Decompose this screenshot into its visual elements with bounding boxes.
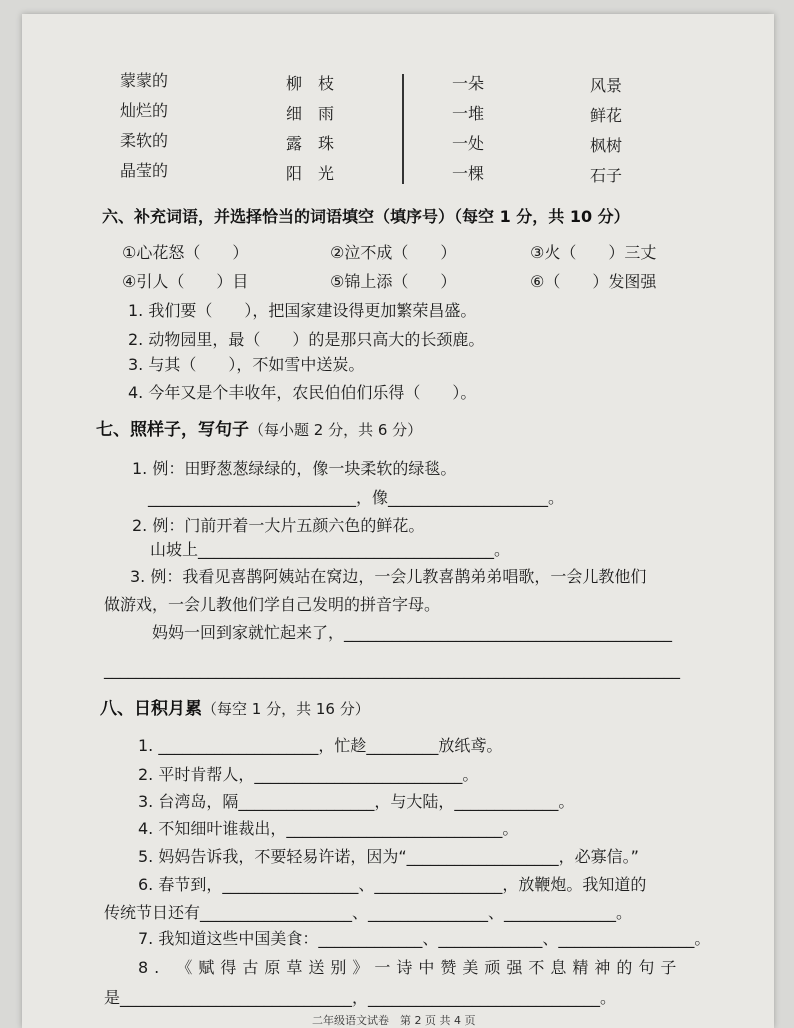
accumulation-item-7: 7. 我知道这些中国美食：_____________、_____________、_________________。	[138, 929, 711, 948]
measure-1: 一朵	[452, 74, 485, 93]
q3-example-line1: 3. 例：我看见喜鹊阿姨站在窝边，一会儿教喜鹊弟弟唱歌，一会儿教他们	[130, 567, 647, 586]
section7-title: 七、照样子，写句子	[96, 420, 249, 440]
adjective-3: 柔软的	[120, 131, 169, 150]
section6-title: 六、补充词语，并选择恰当的词语填空（填序号）（每空 1 分，共 10 分）	[102, 207, 630, 226]
measure-2: 一堆	[452, 104, 485, 123]
noun-3: 露 珠	[286, 134, 335, 153]
accumulation-item-1: 1. ____________________，忙趁_________放纸鸢。	[138, 736, 503, 755]
section7-score: （每小题 2 分，共 6 分）	[249, 421, 423, 439]
q1-example: 1. 例：田野葱葱绿绿的，像一块柔软的绿毯。	[132, 459, 457, 478]
option-2: ②泣不成（ ）	[330, 243, 457, 262]
adjective-2: 灿烂的	[120, 101, 169, 120]
section8-score: （每空 1 分，共 16 分）	[202, 700, 370, 718]
fill-item-3: 3. 与其（ ），不如雪中送炭。	[128, 355, 365, 374]
noun-2: 细 雨	[286, 104, 335, 123]
q2-answer-line: 山坡上_____________________________________。	[150, 540, 511, 559]
object-1: 风景	[590, 76, 623, 95]
q3-answer-line1: 妈妈一回到家就忙起来了，_________________________________________	[152, 623, 673, 642]
option-5: ⑤锦上添（ ）	[330, 272, 457, 291]
measure-4: 一棵	[452, 164, 485, 183]
column-divider	[402, 74, 404, 184]
q3-answer-line2: ________________________________________________________________________	[104, 660, 680, 679]
accumulation-item-6: 6. 春节到，_________________、________________，放鞭炮。我知道的	[138, 875, 647, 894]
section8-heading	[100, 699, 370, 719]
q2-example: 2. 例：门前开着一大片五颜六色的鲜花。	[132, 516, 425, 535]
option-6: ⑥（ ）发图强	[530, 272, 657, 291]
accumulation-item-5: 5. 妈妈告诉我，不要轻易许诺，因为“___________________，必寡信。”	[138, 847, 639, 866]
page-footer: 二年级语文试卷 第 2 页 共 4 页	[312, 1014, 476, 1027]
adjective-1: 蒙蒙的	[120, 71, 169, 90]
fill-item-1: 1. 我们要（ ），把国家建设得更加繁荣昌盛。	[128, 301, 477, 320]
accumulation-item-8: 8. 《赋得古原草送别》一诗中赞美顽强不息精神的句子	[138, 958, 683, 977]
object-3: 枫树	[590, 136, 623, 155]
section8-title: 八、日积月累	[100, 699, 202, 719]
accumulation-item-6-cont: 传统节日还有___________________、_______________、______________。	[104, 903, 633, 922]
accumulation-item-8-cont: 是_____________________________，_____________________________。	[104, 988, 617, 1007]
option-4: ④引人（ ）目	[122, 272, 249, 291]
accumulation-item-3: 3. 台湾岛，隔_________________，与大陆，_____________。	[138, 792, 575, 811]
option-1: ①心花怒（ ）	[122, 243, 249, 262]
q1-answer-line: __________________________，像____________________。	[148, 488, 565, 507]
noun-4: 阳 光	[286, 164, 335, 183]
accumulation-item-4: 4. 不知细叶谁裁出，___________________________。	[138, 819, 519, 838]
measure-3: 一处	[452, 134, 485, 153]
noun-1: 柳 枝	[286, 74, 335, 93]
accumulation-item-2: 2. 平时肯帮人，__________________________。	[138, 765, 479, 784]
object-4: 石子	[590, 166, 623, 185]
adjective-4: 晶莹的	[120, 161, 169, 180]
q3-example-line2: 做游戏，一会儿教他们学自己发明的拼音字母。	[104, 595, 441, 614]
option-3: ③火（ ）三丈	[530, 243, 657, 262]
fill-item-4: 4. 今年又是个丰收年，农民伯伯们乐得（ ）。	[128, 383, 477, 402]
section7-heading	[96, 420, 422, 440]
object-2: 鲜花	[590, 106, 623, 125]
fill-item-2: 2. 动物园里，最（ ）的是那只高大的长颈鹿。	[128, 330, 485, 349]
